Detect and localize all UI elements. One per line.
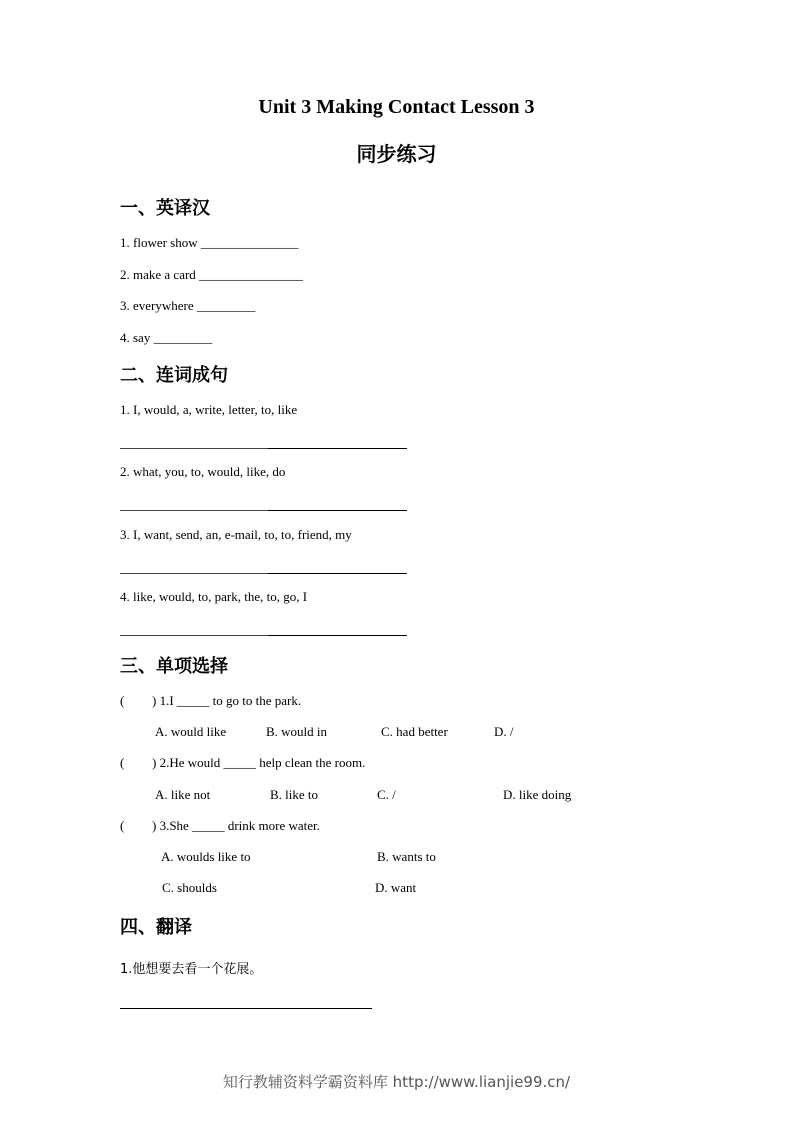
option-a: A. like not [155,787,211,802]
section-heading-multiple-choice: 三、单项选择 [120,656,228,677]
page-title: Unit 3 Making Contact Lesson 3 [258,96,535,118]
question-item: 1. flower show _______________ [120,235,299,250]
answer-bracket: ( [120,693,125,708]
page-subtitle: 同步练习 [356,142,437,166]
question-stem: ) 1.I _____ to go to the park. [152,693,302,708]
question-item: 4. say _________ [120,330,213,345]
option-d: D. want [375,880,417,895]
answer-line[interactable] [120,1008,372,1009]
option-a: A. would like [155,724,227,739]
option-b: B. would in [266,724,328,739]
footer-watermark: 知行教辅资料学霸资料库 http://www.lianjie99.cn/ [222,1073,571,1091]
question-item: 1.他想要去看一个花展。 [120,962,263,977]
question-item: 3. I, want, send, an, e-mail, to, to, friend, my [120,527,352,542]
question-item: 4. like, would, to, park, the, to, go, I [120,589,308,604]
question-stem: ) 2.He would _____ help clean the room. [152,755,366,770]
answer-line[interactable] [268,448,407,449]
option-b: B. like to [270,787,319,802]
answer-line[interactable] [268,635,407,636]
option-d: D. like doing [503,787,572,802]
answer-line[interactable] [268,510,407,511]
section-heading-word-order: 二、连词成句 [120,365,228,386]
option-d: D. / [494,724,514,739]
answer-line[interactable] [120,510,268,511]
option-b: B. wants to [377,849,436,864]
answer-line[interactable] [120,573,268,574]
question-item: 1. I, would, a, write, letter, to, like [120,402,298,417]
answer-line[interactable] [120,635,268,636]
section-heading-translate-en-cn: 一、英译汉 [120,198,210,219]
answer-bracket: ( [120,818,125,833]
option-c: C. shoulds [162,880,217,895]
answer-bracket: ( [120,755,125,770]
option-c: C. / [377,787,396,802]
question-item: 3. everywhere _________ [120,298,256,313]
question-item: 2. what, you, to, would, like, do [120,464,286,479]
answer-line[interactable] [120,448,268,449]
option-a: A. woulds like to [161,849,251,864]
option-c: C. had better [381,724,448,739]
answer-line[interactable] [268,573,407,574]
question-stem: ) 3.She _____ drink more water. [152,818,320,833]
question-item: 2. make a card ________________ [120,267,304,282]
section-heading-translation: 四、翻译 [120,917,192,938]
